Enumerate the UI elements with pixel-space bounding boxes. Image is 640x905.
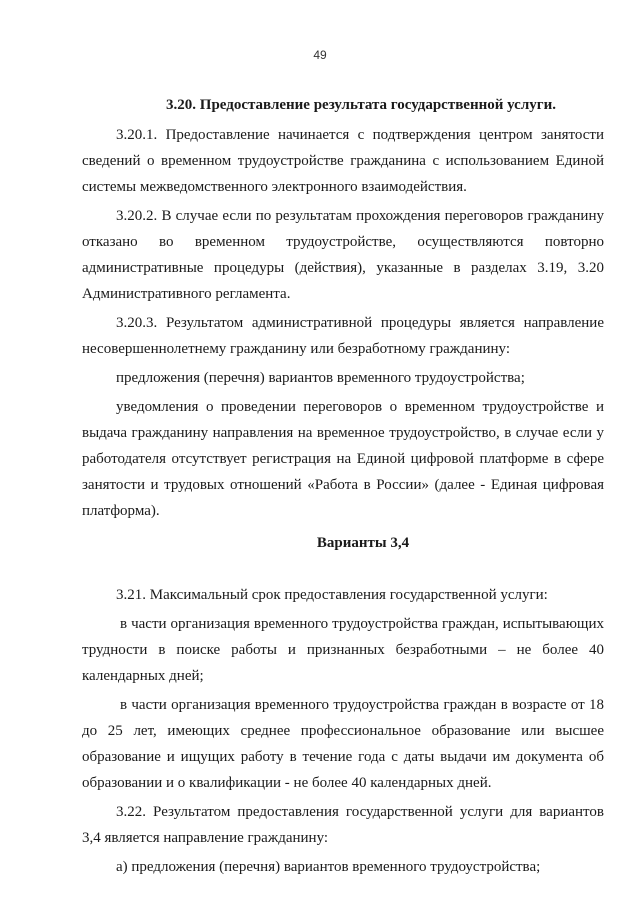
paragraph-3-21: 3.21. Максимальный срок предоставления государственной услуги: (116, 587, 548, 603)
section-heading: 3.20. Предоставление результата государственной услуги. (166, 97, 556, 113)
page-number: 49 (313, 48, 327, 62)
paragraph-3-20-2: 3.20.2. В случае если по результатам прохождения переговоров гражданину отказано во временном трудоустройстве, осуществляются повторно административные процедуры (действия), указанные в разделах 3.19, 3.20 Административного регламента. (82, 208, 604, 302)
paragraph-term-youth: в части организация временного трудоустройства граждан в возрасте от 18 до 25 лет, имеющих среднее профессиональное образование или высшее образование и ищущих работу в течение года с даты выдачи им документа об образовании и о квалификации - не более 40 календарных дней. (82, 697, 604, 791)
spacer (82, 556, 604, 582)
variants-subheading: Варианты 3,4 (316, 535, 410, 551)
paragraph-offer-list: предложения (перечня) вариантов временного трудоустройства; (116, 370, 525, 386)
paragraph-3-20-1: 3.20.1. Предоставление начинается с подтверждения центром занятости сведений о временном трудоустройстве гражданина с использованием Единой системы межведомственного электронного взаимодействия. (82, 127, 604, 195)
paragraph-notification: уведомления о проведении переговоров о временном трудоустройстве и выдача гражданину направления на временное трудоустройство, в случае если у работодателя отсутствует регистрация на Единой цифровой платформе в сфере занятости и трудовых отношений «Работа в России» (далее - Единая цифровая платформа). (82, 399, 604, 519)
paragraph-3-20-3: 3.20.3. Результатом административной процедуры является направление несовершеннолетнему гражданину или безработному гражданину: (82, 315, 604, 357)
paragraph-3-22: 3.22. Результатом предоставления государственной услуги для вариантов 3,4 является направление гражданину: (82, 804, 604, 846)
paragraph-item-a: а) предложения (перечня) вариантов временного трудоустройства; (116, 859, 541, 875)
paragraph-term-unemployed: в части организация временного трудоустройства граждан, испытывающих трудности в поиске работы и признанных безработными – не более 40 календарных дней; (82, 616, 604, 684)
document-body (82, 92, 604, 880)
